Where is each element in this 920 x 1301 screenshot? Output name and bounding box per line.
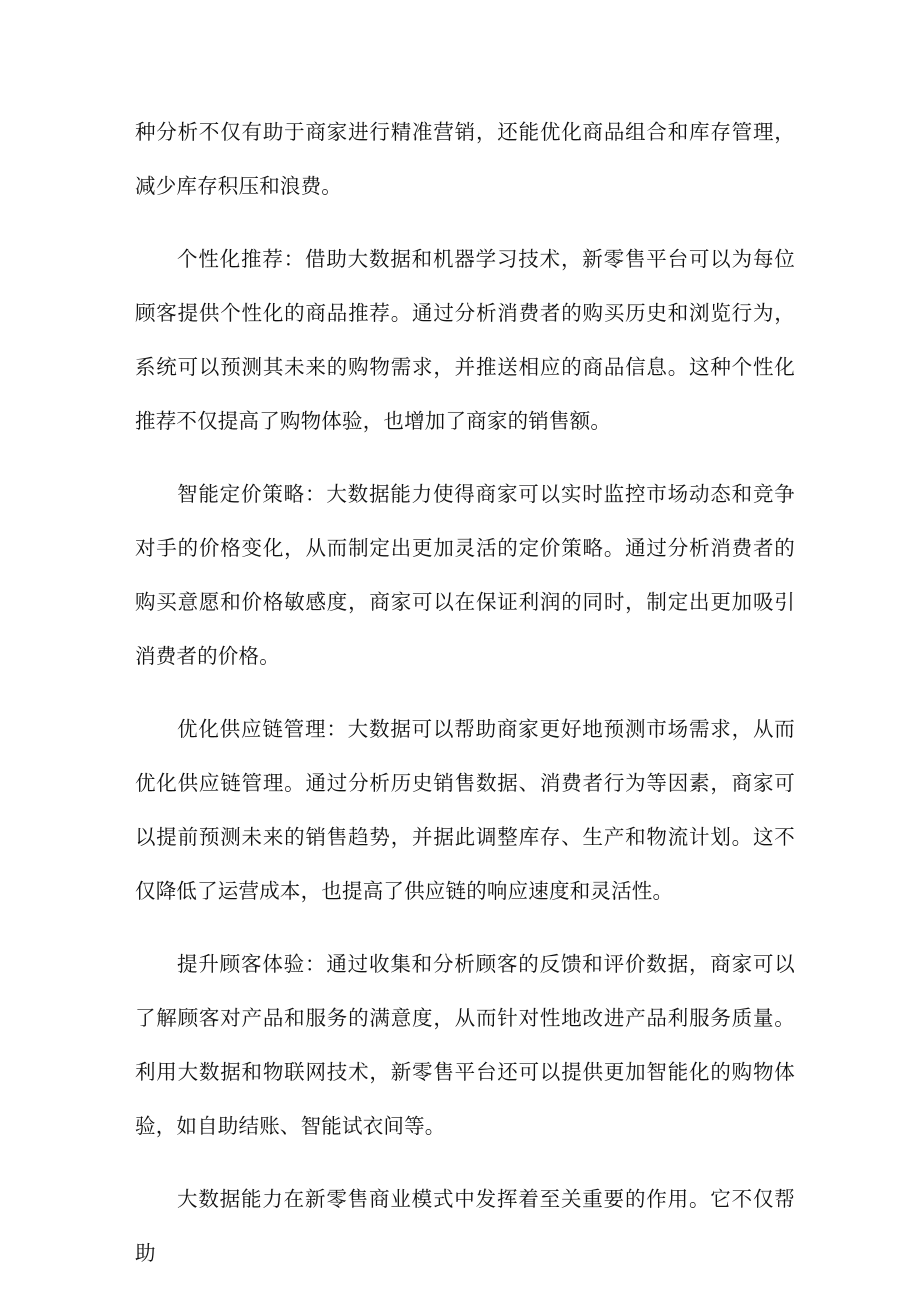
paragraph-smart-pricing: 智能定价策略：大数据能力使得商家可以实时监控市场动态和竞争对手的价格变化，从而制定出更加灵活的定价策略。通过分析消费者的购买意愿和价格敏感度，商家可以在保证利润的同时，制定出更加吸引消费者的价格。 [135,482,795,668]
paragraph-summary: 大数据能力在新零售商业模式中发挥着至关重要的作用。它不仅帮助 [135,1187,795,1265]
paragraph-supply-chain: 优化供应链管理：大数据可以帮助商家更好地预测市场需求，从而优化供应链管理。通过分析历史销售数据、消费者行为等因素，商家可以提前预测未来的销售趋势，并据此调整库存、生产和物流计划。这不仅降低了运营成本，也提高了供应链的响应速度和灵活性。 [135,717,795,903]
paragraph-personalized-recommendation: 个性化推荐：借助大数据和机器学习技术，新零售平台可以为每位顾客提供个性化的商品推荐。通过分析消费者的购买历史和浏览行为，系统可以预测其未来的购物需求，并推送相应的商品信息。这种个性化推荐不仅提高了购物体验，也增加了商家的销售额。 [135,247,795,433]
body-text [135,105,795,1299]
paragraph-customer-experience: 提升顾客体验：通过收集和分析顾客的反馈和评价数据，商家可以了解顾客对产品和服务的满意度，从而针对性地改进产品利服务质量。利用大数据和物联网技术，新零售平台还可以提供更加智能化的购物体验，如自助结账、智能试衣间等。 [135,952,795,1138]
paragraph-continuation: 种分析不仅有助于商家进行精准营销，还能优化商品组合和库存管理，减少库存积压和浪费。 [135,120,795,198]
